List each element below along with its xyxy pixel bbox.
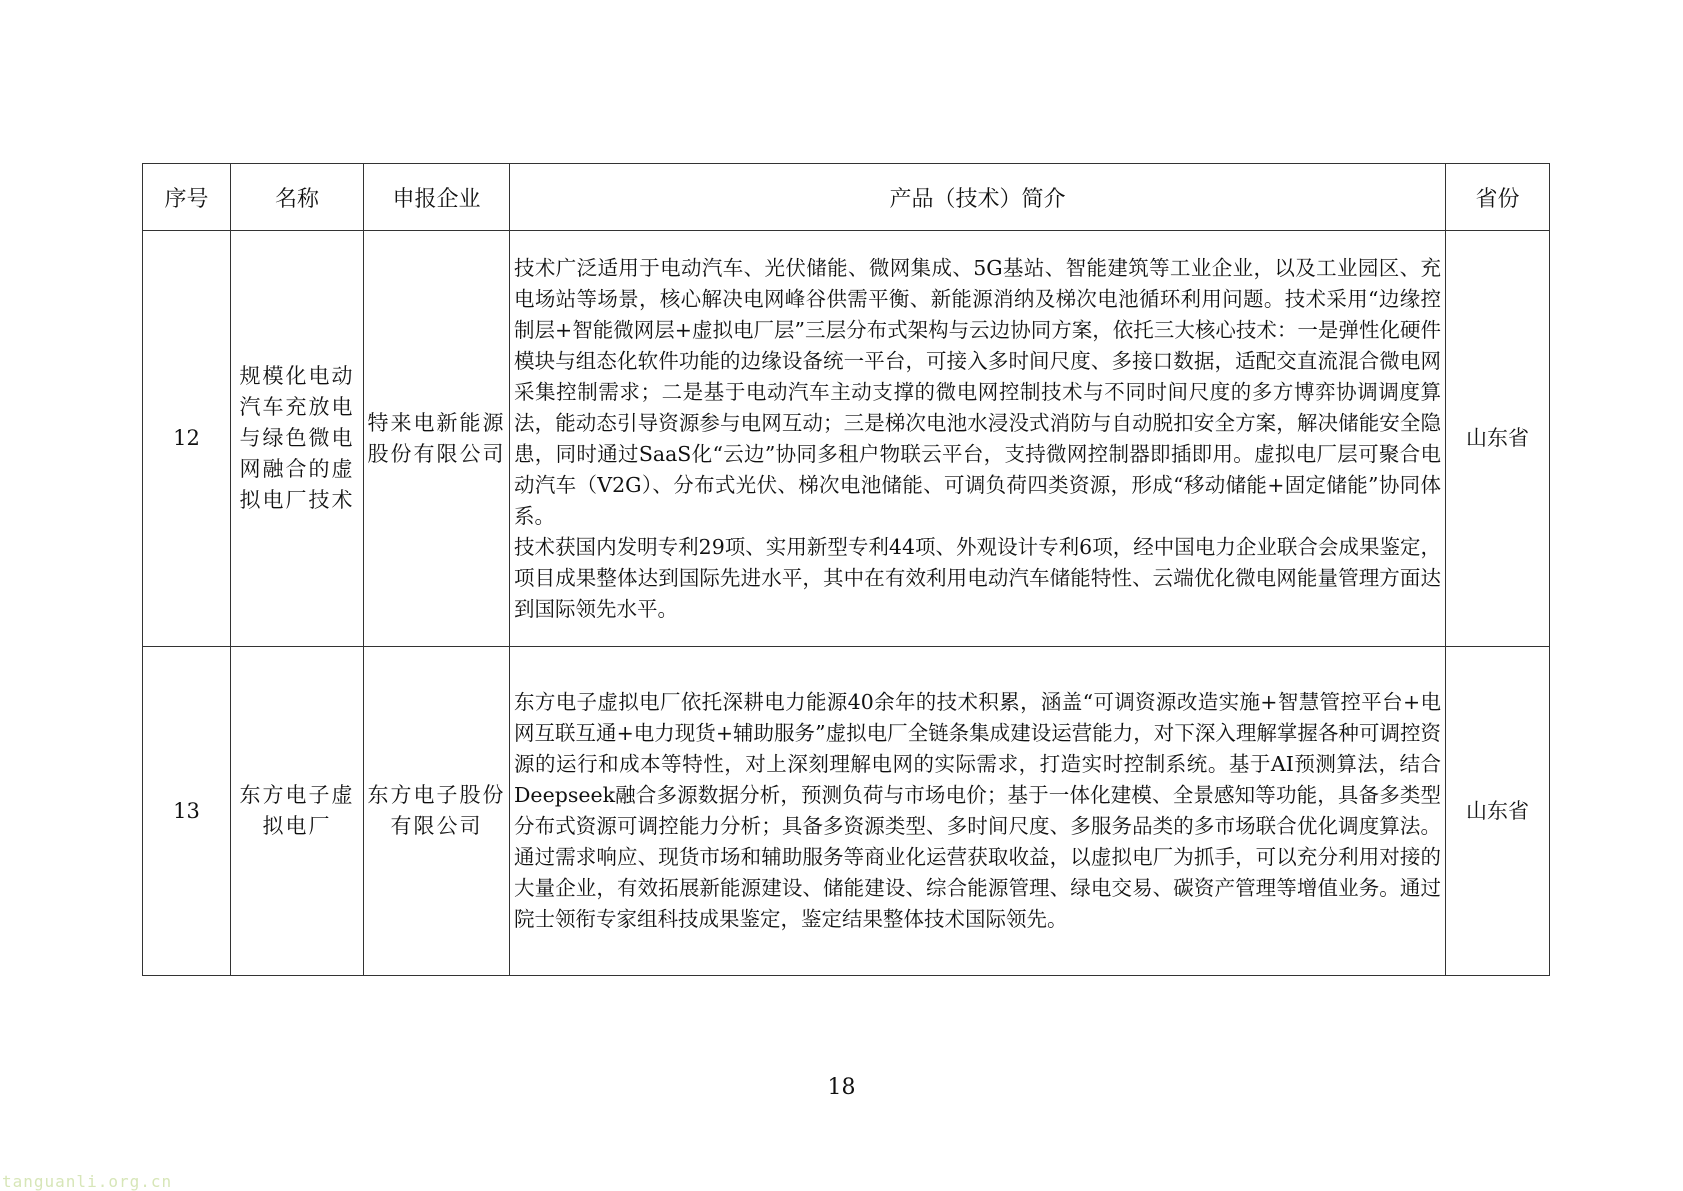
row-province: 山东省 bbox=[1446, 231, 1550, 647]
header-index: 序号 bbox=[143, 164, 231, 231]
product-table bbox=[142, 163, 1550, 976]
row-company: 特来电新能源股份有限公司 bbox=[364, 231, 510, 647]
description-paragraph: 技术广泛适用于电动汽车、光伏储能、微网集成、5G基站、智能建筑等工业企业，以及工业园区、充电场站等场景，核心解决电网峰谷供需平衡、新能源消纳及梯次电池循环利用问题。技术采用“边缘控制层+智能微网层+虚拟电厂层”三层分布式架构与云边协同方案，依托三大核心技术：一是弹性化硬件模块与组态化软件功能的边缘设备统一平台，可接入多时间尺度、多接口数据，适配交直流混合微电网采集控制需求；二是基于电动汽车主动支撑的微电网控制技术与不同时间尺度的多方博弈协调调度算法，能动态引导资源参与电网互动；三是梯次电池水浸没式消防与自动脱扣安全方案，解决储能安全隐患，同时通过SaaS化“云边”协同多租户物联云平台，支持微网控制器即插即用。虚拟电厂层可聚合电动汽车（V2G）、分布式光伏、梯次电池储能、可调负荷四类资源，形成“移动储能+固定储能”协同体系。 bbox=[514, 255, 1441, 528]
header-description: 产品（技术）简介 bbox=[510, 164, 1446, 231]
row-name: 东方电子虚拟电厂 bbox=[231, 647, 364, 976]
row-index: 13 bbox=[143, 647, 231, 976]
watermark: tanguanli.org.cn bbox=[2, 1172, 173, 1191]
header-company: 申报企业 bbox=[364, 164, 510, 231]
header-province: 省份 bbox=[1446, 164, 1550, 231]
row-name: 规模化电动汽车充放电与绿色微电网融合的虚拟电厂技术 bbox=[231, 231, 364, 647]
row-company: 东方电子股份有限公司 bbox=[364, 647, 510, 976]
description-paragraph: 技术获国内发明专利29项、实用新型专利44项、外观设计专利6项，经中国电力企业联合会成果鉴定，项目成果整体达到国际先进水平，其中在有效利用电动汽车储能特性、云端优化微电网能量管理方面达到国际领先水平。 bbox=[514, 534, 1441, 621]
table-row bbox=[143, 647, 1550, 976]
row-description bbox=[510, 647, 1446, 976]
table-row bbox=[143, 231, 1550, 647]
table-header-row bbox=[143, 164, 1550, 231]
page-number: 18 bbox=[827, 1075, 856, 1100]
header-name: 名称 bbox=[231, 164, 364, 231]
row-description bbox=[510, 231, 1446, 647]
row-province: 山东省 bbox=[1446, 647, 1550, 976]
description-paragraph: 东方电子虚拟电厂依托深耕电力能源40余年的技术积累，涵盖“可调资源改造实施+智慧管控平台+电网互联互通+电力现货+辅助服务”虚拟电厂全链条集成建设运营能力，对下深入理解掌握各种可调控资源的运行和成本等特性，对上深刻理解电网的实际需求，打造实时控制系统。基于AI预测算法，结合Deepseek融合多源数据分析，预测负荷与市场电价；基于一体化建模、全景感知等功能，具备多类型分布式资源可调控能力分析；具备多资源类型、多时间尺度、多服务品类的多市场联合优化调度算法。通过需求响应、现货市场和辅助服务等商业化运营获取收益，以虚拟电厂为抓手，可以充分利用对接的大量企业，有效拓展新能源建设、储能建设、综合能源管理、绿电交易、碳资产管理等增值业务。通过院士领衔专家组科技成果鉴定，鉴定结果整体技术国际领先。 bbox=[514, 690, 1441, 931]
row-index: 12 bbox=[143, 231, 231, 647]
